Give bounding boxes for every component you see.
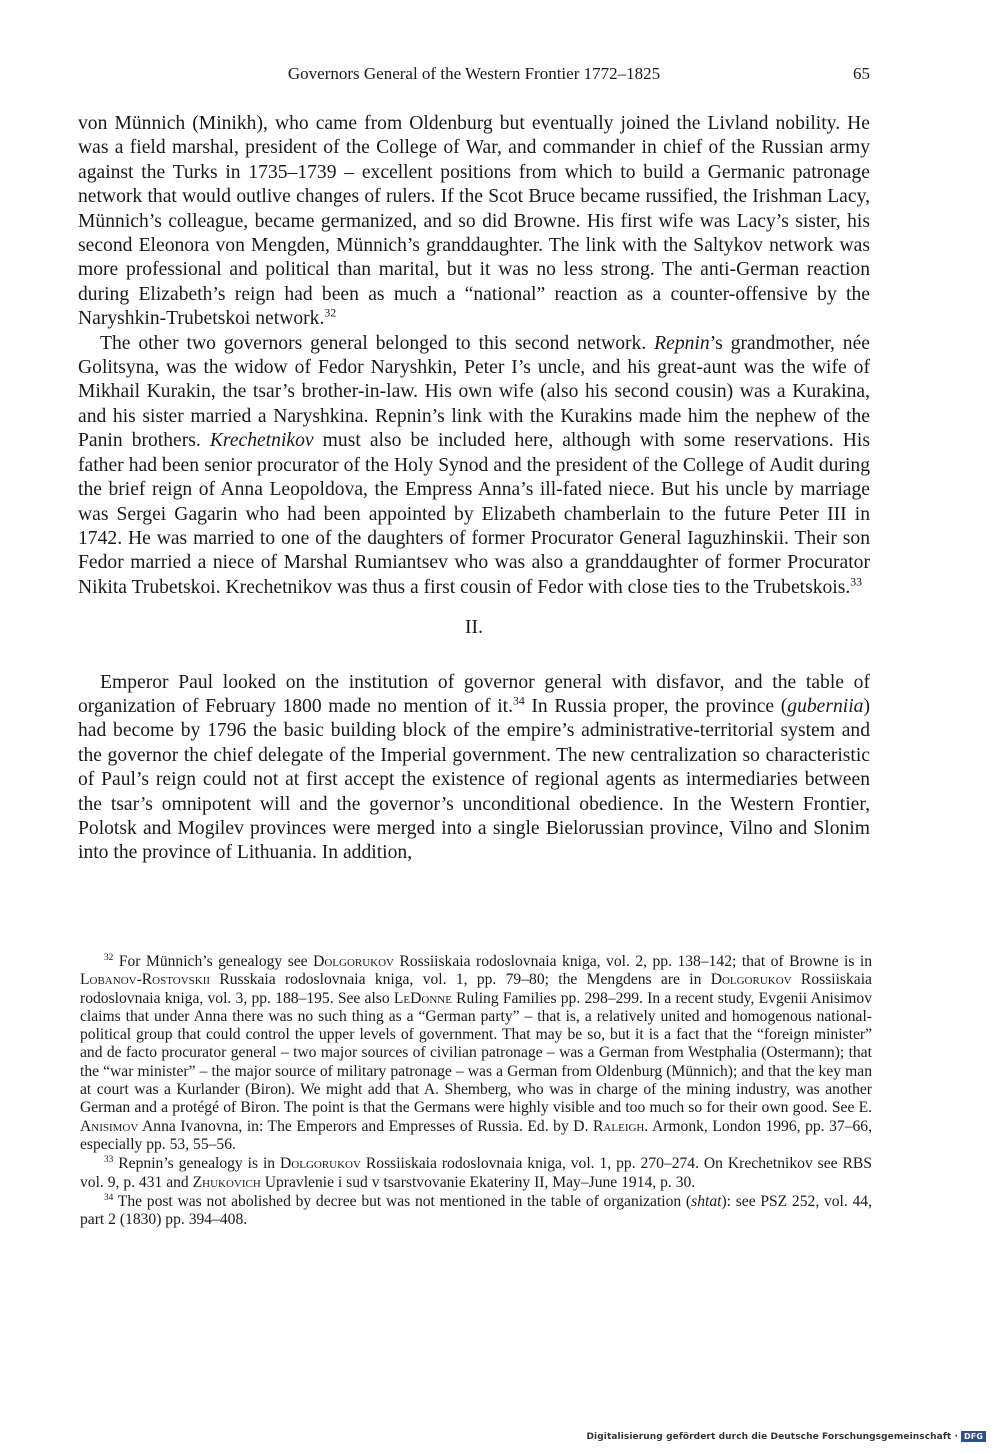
footnote-32-text: Ruling Families pp. 298–299. In a recent study, Evgenii Anisimov claims that under Anna there was no such thing as a “German party” – that is, a relatively united and homogenous national-political group that could control the upper levels of government. That may be so, but it is a fact that the “foreign minister” and de facto procurator general – two major sources of civilian patronage – was a German from Westphalia (Ostermann); that the “war minister” – the major source of military patronage – was a German from Oldenburg (Münnich); and that the key man at court was a Kurlander (Biron). We might add that A. Shemberg, who was in charge of the mining industry, was another German and a protégé of Biron. The point is that the Germans were highly visible and too much so for their own good. See E. xyxy=(80,989,873,1117)
author-name: Dolgorukov xyxy=(710,971,792,989)
paragraph-3-text-c: ) had become by 1796 the basic building block of the empire’s administrative-territorial system and the governor the chief delegate of the Imperial government. The new centralization so characteristic of Paul’s reign could not at first accept the existence of regional agents as intermediaries between the tsar’s omnipotent will and the governor’s unconditional obedience. In the Western Frontier, Polotsk and Mogilev provinces were merged into a single Bielorussian province, Vilno and Slonim into the province of Lithuania. In addition, xyxy=(78,695,870,864)
term-shtat: shtat xyxy=(691,1192,722,1210)
footnote-32-text: For Münnich’s genealogy see xyxy=(113,953,314,970)
paragraph-2-text-b: ’s grandmother, née Golitsyna, was the widow of Fedor Naryshkin, Peter I’s uncle, and his great-aunt was the wife of Mikhail Kurakin, the tsar’s brother-in-law. His own wife (also his second cousin) was a Kurakina, and his sister married a Naryshkina. Repnin’s link with the Kurakins made him the nephew of the Panin brothers. xyxy=(78,332,870,452)
credit-text: Digitalisierung gefördert durch die Deutsche Forschungsgemeinschaft · xyxy=(586,1432,959,1442)
author-name: Anisimov xyxy=(80,1117,139,1135)
footnote-34-text: ): see PSZ 252, vol. 44, part 2 (1830) pp. 394–408. xyxy=(80,1192,872,1229)
name-repnin: Repnin xyxy=(654,332,710,354)
footnote-32-text: Anna Ivanovna, in: The Emperors and Empresses of Russia. Ed. by D. xyxy=(138,1117,594,1135)
footnote-32 xyxy=(80,953,872,1154)
digitization-credit xyxy=(586,1431,986,1442)
paragraph-1-text: von Münnich (Minikh), who came from Oldenburg but eventually joined the Livland nobility. He was a field marshal, president of the College of War, and commander in chief of the Russian army against the Turks in 1735–1739 – excellent positions from which to build a Germanic patronage network that would outlive changes of rulers. If the Scot Bruce became russified, the Irishman Lacy, Münnich’s colleague, became germanized, and so did Browne. His first wife was Lacy’s sister, his second Eleonora von Mengden, Münnich’s granddaughter. The link with the Saltykov network was more professional and political than marital, but it was no less strong. The anti-German reaction during Elizabeth’s reign had been as much a “national” reaction as a counter-offensive by the Naryshkin-Trubetskoi network. xyxy=(78,113,870,330)
paragraph-2 xyxy=(78,332,870,600)
page-number: 65 xyxy=(853,64,870,83)
name-krechetnikov: Krechetnikov xyxy=(209,430,314,452)
footnote-32-text: . Armonk, London 1996, pp. 37–66, especially pp. 53, 55–56. xyxy=(80,1117,873,1153)
author-name: Dolgorukov xyxy=(313,953,395,970)
paragraph-1 xyxy=(78,112,870,332)
running-header xyxy=(78,64,870,88)
footnote-33-number: 33 xyxy=(104,1155,114,1166)
paragraph-3-text-a: Emperor Paul looked on the institution of governor general with disfavor, and the table of organization of February 1800 made no mention of it. xyxy=(78,671,870,717)
body-text xyxy=(78,112,870,866)
footnote-32-text: Rossiiskaia rodoslovnaia kniga, vol. 3, pp. 188–195. See also xyxy=(80,971,872,1007)
author-name: Raleigh xyxy=(593,1117,645,1135)
author-name: Dolgorukov xyxy=(280,1155,361,1173)
footnote-32-text: Russkaia rodoslovnaia kniga, vol. 1, pp. 79–80; the Mengdens are in xyxy=(210,971,711,989)
paragraph-3 xyxy=(78,671,870,866)
paragraph-3-text-b: In Russia proper, the province ( xyxy=(524,695,788,717)
section-heading: II. xyxy=(465,617,483,639)
footnote-34-text: The post was not abolished by decree but was not mentioned in the table of organization ( xyxy=(113,1192,692,1210)
footnote-33-text: Repnin’s genealogy is in xyxy=(113,1155,281,1173)
author-name: LeDonne xyxy=(393,989,452,1007)
term-guberniia: guberniia xyxy=(787,695,864,717)
paragraph-2-text-a: The other two governors general belonged to this second network. xyxy=(100,332,655,354)
dfg-logo: DFG xyxy=(961,1431,986,1442)
footnote-ref-32[interactable]: 32 xyxy=(324,306,337,320)
paragraph-2-text-c: must also be included here, although with some reservations. His father had been senior procurator of the Holy Synod and the president of the College of Audit during the brief reign of Anna Leopoldova, the Empress Anna’s ill-fated niece. But his uncle by marriage was Sergei Gagarin who had been appointed by Elizabeth chamberlain to the future Peter III in 1742. He was married to one of the daughters of former Procurator General Iaguzhinskii. Their son Fedor married a niece of Marshal Rumiantsev who was also a granddaughter of former Procurator Nikita Trubetskoi. Krechetnikov was thus a first cousin of Fedor with close ties to the Trubetskois. xyxy=(78,430,870,598)
footnote-32-number: 32 xyxy=(104,952,114,963)
author-name: Lobanov-Rostovskii xyxy=(80,971,211,989)
footnote-32-text: Rossiiskaia rodoslovnaia kniga, vol. 2, pp. 138–142; that of Browne is in xyxy=(394,953,872,970)
footnote-33-text: Rossiiskaia rodoslovnaia kniga, vol. 1, pp. 270–274. On Krechetnikov see RBS vol. 9, p. 431 and xyxy=(80,1155,872,1191)
footnote-33 xyxy=(80,1155,872,1192)
footnote-34 xyxy=(80,1193,872,1230)
footnote-ref-33[interactable]: 33 xyxy=(850,575,863,589)
footnotes xyxy=(80,953,872,1229)
author-name: Zhukovich xyxy=(192,1173,261,1191)
footnote-ref-34[interactable]: 34 xyxy=(513,694,525,708)
running-title: Governors General of the Western Frontier 1772–1825 xyxy=(287,64,661,83)
footnote-33-text: Upravlenie i sud v tsarstvovanie Ekateriny II, May–June 1914, p. 30. xyxy=(260,1173,696,1191)
footnote-34-number: 34 xyxy=(104,1192,114,1203)
